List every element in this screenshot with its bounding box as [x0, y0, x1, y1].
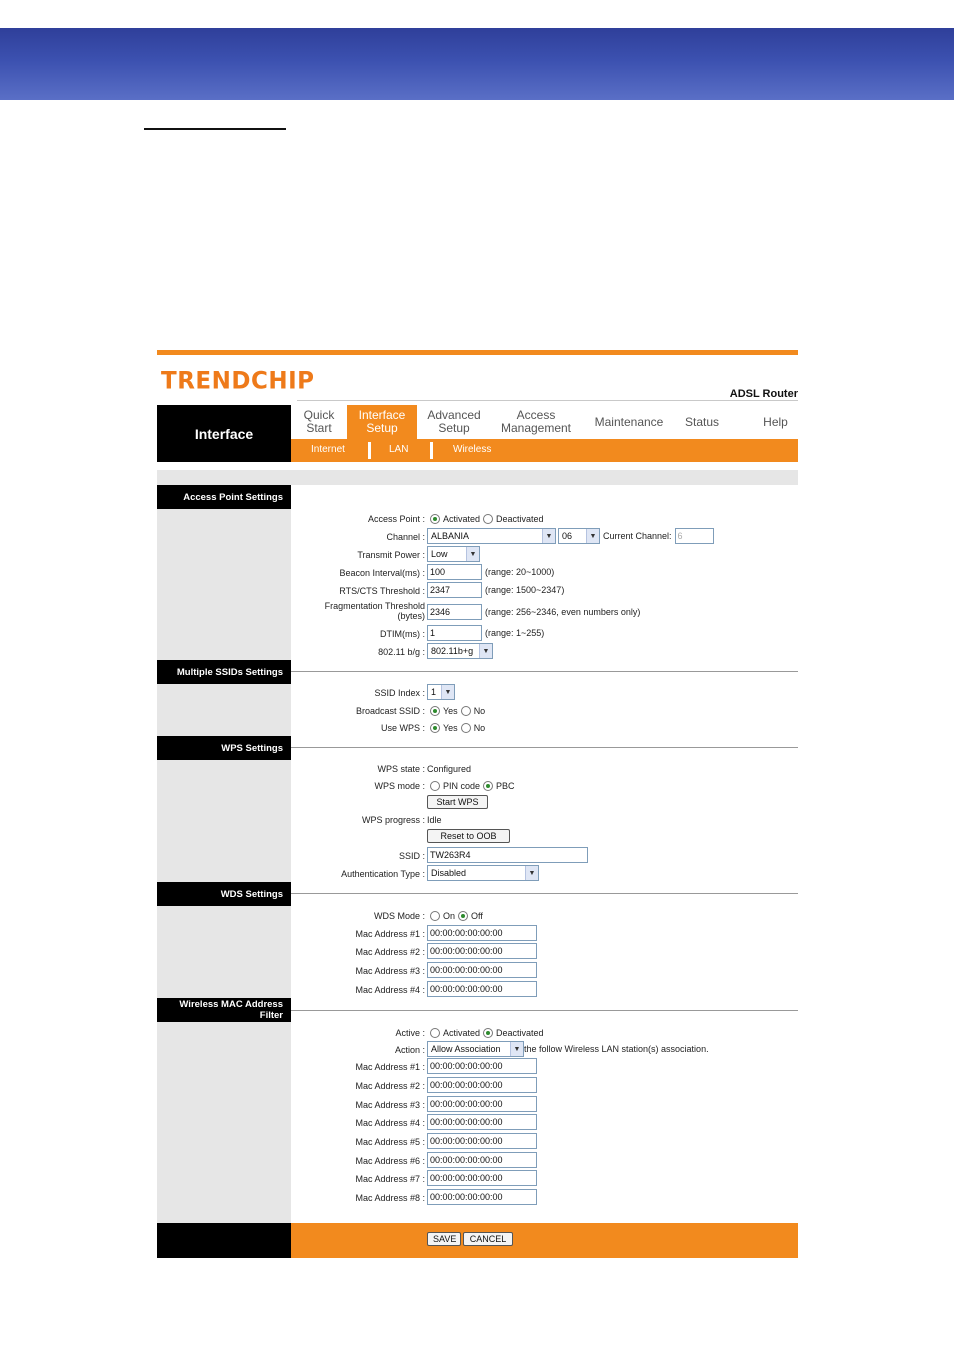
- chevron-down-icon: ▼: [466, 547, 479, 561]
- select-value: Disabled: [431, 868, 467, 878]
- wps-ssid-control: [427, 847, 588, 863]
- wds-mac-input[interactable]: 00:00:00:00:00:00: [427, 925, 537, 941]
- nav-advanced-setup[interactable]: [419, 405, 489, 439]
- dtim-range: (range: 1~255): [485, 628, 545, 638]
- wps-ssid-label: SSID :: [398, 851, 425, 861]
- wds-mac-label: Mac Address #4 :: [355, 985, 425, 995]
- beacon-control: [427, 564, 554, 580]
- document-header-band: [0, 28, 954, 100]
- channel-label: Channel :: [386, 532, 425, 542]
- filter-action-select[interactable]: [427, 1041, 524, 1057]
- transmit-power-select[interactable]: [427, 546, 480, 562]
- nav-quick-start[interactable]: [291, 405, 347, 439]
- filter-action-control: [427, 1041, 709, 1057]
- radio-label: PIN code: [443, 781, 481, 791]
- wds-off-radio[interactable]: [458, 911, 468, 921]
- filter-mac-label: Mac Address #6 :: [355, 1156, 425, 1166]
- channel-controls: [427, 528, 714, 544]
- broadcast-ssid-label: Broadcast SSID :: [355, 706, 425, 716]
- start-wps-wrap: [427, 795, 488, 809]
- use-wps-label: Use WPS :: [380, 723, 425, 733]
- ap-activated-radio[interactable]: [430, 514, 440, 524]
- filter-mac-control: [427, 1152, 537, 1168]
- subnav-internet[interactable]: Internet: [311, 444, 345, 455]
- filter-mac-label: Mac Address #3 :: [355, 1100, 425, 1110]
- select-value: 06: [562, 531, 573, 541]
- filter-action-label: Action :: [394, 1045, 425, 1055]
- footer-buttons: [427, 1232, 513, 1246]
- beacon-range: (range: 20~1000): [485, 567, 555, 577]
- beacon-label: Beacon Interval(ms) :: [339, 568, 425, 578]
- wds-mac-input[interactable]: 00:00:00:00:00:00: [427, 962, 537, 978]
- radio-label: Yes: [443, 706, 458, 716]
- filter-mac-input[interactable]: 00:00:00:00:00:00: [427, 1058, 537, 1074]
- wds-mac-input[interactable]: 00:00:00:00:00:00: [427, 981, 537, 997]
- wps-state-value: Configured: [427, 764, 472, 774]
- filter-mac-control: [427, 1096, 537, 1112]
- subnav-lan[interactable]: LAN: [389, 444, 409, 455]
- mode-label: 802.11 b/g :: [378, 647, 425, 657]
- filter-mac-control: [427, 1058, 537, 1074]
- use-wps-yes-radio[interactable]: [430, 723, 440, 733]
- current-channel-field: 6: [675, 528, 714, 544]
- section-mac-filter: Wireless MAC Address Filter: [157, 998, 291, 1022]
- wds-mac-label: Mac Address #3 :: [355, 966, 425, 976]
- frag-control: [427, 604, 640, 620]
- chevron-down-icon: ▼: [525, 866, 538, 880]
- access-point-label: Access Point :: [367, 514, 425, 524]
- radio-label: PBC: [496, 781, 515, 791]
- beacon-input[interactable]: 100: [427, 564, 482, 580]
- nav-label: Interface Setup: [358, 408, 406, 435]
- header-divider: [297, 400, 798, 401]
- use-wps-radios: [430, 723, 485, 733]
- radio-label: No: [473, 706, 486, 716]
- section-ap-settings: Access Point Settings: [157, 485, 291, 509]
- filter-mac-label: Mac Address #5 :: [355, 1137, 425, 1147]
- filter-mac-input[interactable]: 00:00:00:00:00:00: [427, 1114, 537, 1130]
- auth-type-select[interactable]: [427, 865, 539, 881]
- radio-label: On: [443, 911, 456, 921]
- ap-deactivated-radio[interactable]: [483, 514, 493, 524]
- wds-mac-input[interactable]: 00:00:00:00:00:00: [427, 943, 537, 959]
- wds-mac-control: [427, 943, 537, 959]
- section-wps: WPS Settings: [157, 736, 291, 760]
- filter-action-suffix: the follow Wireless LAN station(s) association.: [524, 1044, 709, 1054]
- wds-mode-label: WDS Mode :: [373, 911, 425, 921]
- nav-label: Access Management: [500, 408, 572, 435]
- auth-type-label: Authentication Type :: [341, 869, 425, 879]
- rts-control: [427, 582, 564, 598]
- main-nav: [291, 405, 798, 439]
- nav-label: Status: [684, 414, 720, 429]
- filter-mac-input[interactable]: 00:00:00:00:00:00: [427, 1133, 537, 1149]
- transmit-power-label: Transmit Power :: [357, 550, 425, 560]
- nav-label: Quick Start: [303, 408, 335, 435]
- wds-mac-label: Mac Address #2 :: [355, 947, 425, 957]
- filter-deactivated-radio[interactable]: [483, 1028, 493, 1038]
- wps-pbc-radio[interactable]: [483, 781, 493, 791]
- filter-mac-control: [427, 1077, 537, 1093]
- subnav-wireless[interactable]: Wireless: [453, 444, 492, 455]
- filter-active-label: Active :: [395, 1028, 425, 1038]
- country-select[interactable]: [427, 528, 556, 544]
- access-point-radios: [430, 514, 544, 524]
- chevron-down-icon: ▼: [441, 685, 454, 699]
- filter-mac-label: Mac Address #4 :: [355, 1118, 425, 1128]
- nav-access-management[interactable]: [495, 405, 577, 439]
- section-multiple-ssids: Multiple SSIDs Settings: [157, 660, 291, 684]
- frag-label: Fragmentation Threshold (bytes): [324, 601, 425, 621]
- footer-bar: [291, 1223, 798, 1258]
- auth-type-control: [427, 865, 539, 881]
- wps-mode-radios: [430, 781, 515, 791]
- rts-range: (range: 1500~2347): [485, 585, 565, 595]
- reset-oob-wrap: [427, 829, 510, 843]
- cancel-button[interactable]: CANCEL: [463, 1232, 513, 1246]
- nav-label: Help: [763, 414, 788, 429]
- wps-progress-label: WPS progress :: [361, 815, 425, 825]
- product-name: ADSL Router: [729, 388, 798, 400]
- broadcast-no-radio[interactable]: [461, 706, 471, 716]
- wds-on-radio[interactable]: [430, 911, 440, 921]
- nav-label: Maintenance: [594, 414, 664, 429]
- frag-input[interactable]: 2346: [427, 604, 482, 620]
- filter-mac-input[interactable]: 00:00:00:00:00:00: [427, 1170, 537, 1186]
- rts-input[interactable]: 2347: [427, 582, 482, 598]
- radio-label: Activated: [443, 514, 481, 524]
- router-ui-screenshot: [157, 350, 798, 1258]
- wds-mac-control: [427, 981, 537, 997]
- channel-select[interactable]: [558, 528, 600, 544]
- wds-mac-control: [427, 925, 537, 941]
- radio-label: No: [473, 723, 486, 733]
- radio-label: Deactivated: [496, 1028, 544, 1038]
- nav-label: Advanced Setup: [427, 408, 481, 435]
- rts-label: RTS/CTS Threshold :: [339, 586, 425, 596]
- chevron-down-icon: ▼: [510, 1042, 523, 1056]
- radio-label: Off: [471, 911, 483, 921]
- filter-mac-label: Mac Address #8 :: [355, 1193, 425, 1203]
- subnav-separator: [368, 442, 371, 459]
- footer-side: [157, 1223, 291, 1258]
- filter-mac-input[interactable]: 00:00:00:00:00:00: [427, 1152, 537, 1168]
- broadcast-ssid-radios: [430, 706, 485, 716]
- filter-mac-label: Mac Address #7 :: [355, 1174, 425, 1184]
- wds-mac-label: Mac Address #1 :: [355, 929, 425, 939]
- document-rule: [144, 128, 286, 130]
- reset-oob-button[interactable]: Reset to OOB: [427, 829, 510, 843]
- save-button[interactable]: SAVE: [427, 1232, 461, 1246]
- radio-label: Deactivated: [496, 514, 544, 524]
- section-title: Interface: [157, 405, 291, 462]
- wps-progress-value: Idle: [427, 815, 442, 825]
- chevron-down-icon: ▼: [586, 529, 599, 543]
- filter-mac-control: [427, 1133, 537, 1149]
- nav-interface-setup[interactable]: [347, 405, 417, 439]
- select-value: 1: [431, 687, 437, 697]
- section-divider: [291, 893, 798, 894]
- nav-maintenance[interactable]: [587, 405, 671, 439]
- transmit-power-control: [427, 546, 480, 562]
- subnav-separator: [430, 442, 433, 459]
- filter-mac-input[interactable]: 00:00:00:00:00:00: [427, 1077, 537, 1093]
- filter-active-radios: [430, 1028, 544, 1038]
- dtim-label: DTIM(ms) :: [380, 629, 425, 639]
- sub-nav: [291, 439, 798, 462]
- current-channel-label: Current Channel:: [603, 531, 672, 541]
- nav-status[interactable]: [675, 405, 729, 439]
- start-wps-button[interactable]: Start WPS: [427, 795, 488, 809]
- wds-mode-radios: [430, 911, 483, 921]
- dtim-input[interactable]: 1: [427, 625, 482, 641]
- wps-mode-label: WPS mode :: [374, 781, 425, 791]
- section-divider: [291, 1010, 798, 1011]
- select-value: 802.11b+g: [431, 646, 474, 656]
- filter-mac-control: [427, 1114, 537, 1130]
- select-value: Low: [431, 549, 448, 559]
- filter-mac-input[interactable]: 00:00:00:00:00:00: [427, 1189, 537, 1205]
- brand-logo: TRENDCHIP: [161, 367, 315, 395]
- nav-help[interactable]: [753, 405, 798, 439]
- mode-control: [427, 643, 493, 659]
- wps-ssid-input[interactable]: TW263R4: [427, 847, 588, 863]
- wps-pin-radio[interactable]: [430, 781, 440, 791]
- select-value: ALBANIA: [431, 531, 470, 541]
- spacer-band: [157, 470, 798, 485]
- section-divider: [291, 747, 798, 748]
- dtim-control: [427, 625, 544, 641]
- radio-label: Yes: [443, 723, 458, 733]
- filter-mac-input[interactable]: 00:00:00:00:00:00: [427, 1096, 537, 1112]
- radio-label: Activated: [443, 1028, 481, 1038]
- chevron-down-icon: ▼: [542, 529, 555, 543]
- filter-activated-radio[interactable]: [430, 1028, 440, 1038]
- section-divider: [291, 671, 798, 672]
- section-wds: WDS Settings: [157, 882, 291, 906]
- ssid-index-select[interactable]: [427, 684, 455, 700]
- ssid-index-label: SSID Index :: [374, 688, 425, 698]
- use-wps-no-radio[interactable]: [461, 723, 471, 733]
- filter-mac-label: Mac Address #2 :: [355, 1081, 425, 1091]
- filter-mac-control: [427, 1189, 537, 1205]
- mode-select[interactable]: [427, 643, 493, 659]
- filter-mac-control: [427, 1170, 537, 1186]
- broadcast-yes-radio[interactable]: [430, 706, 440, 716]
- top-accent-bar: [157, 350, 798, 355]
- chevron-down-icon: ▼: [479, 644, 492, 658]
- filter-mac-label: Mac Address #1 :: [355, 1062, 425, 1072]
- ssid-index-control: [427, 684, 455, 700]
- frag-range: (range: 256~2346, even numbers only): [485, 607, 641, 617]
- wps-state-label: WPS state :: [377, 764, 425, 774]
- wds-mac-control: [427, 962, 537, 978]
- select-value: Allow Association: [431, 1044, 501, 1054]
